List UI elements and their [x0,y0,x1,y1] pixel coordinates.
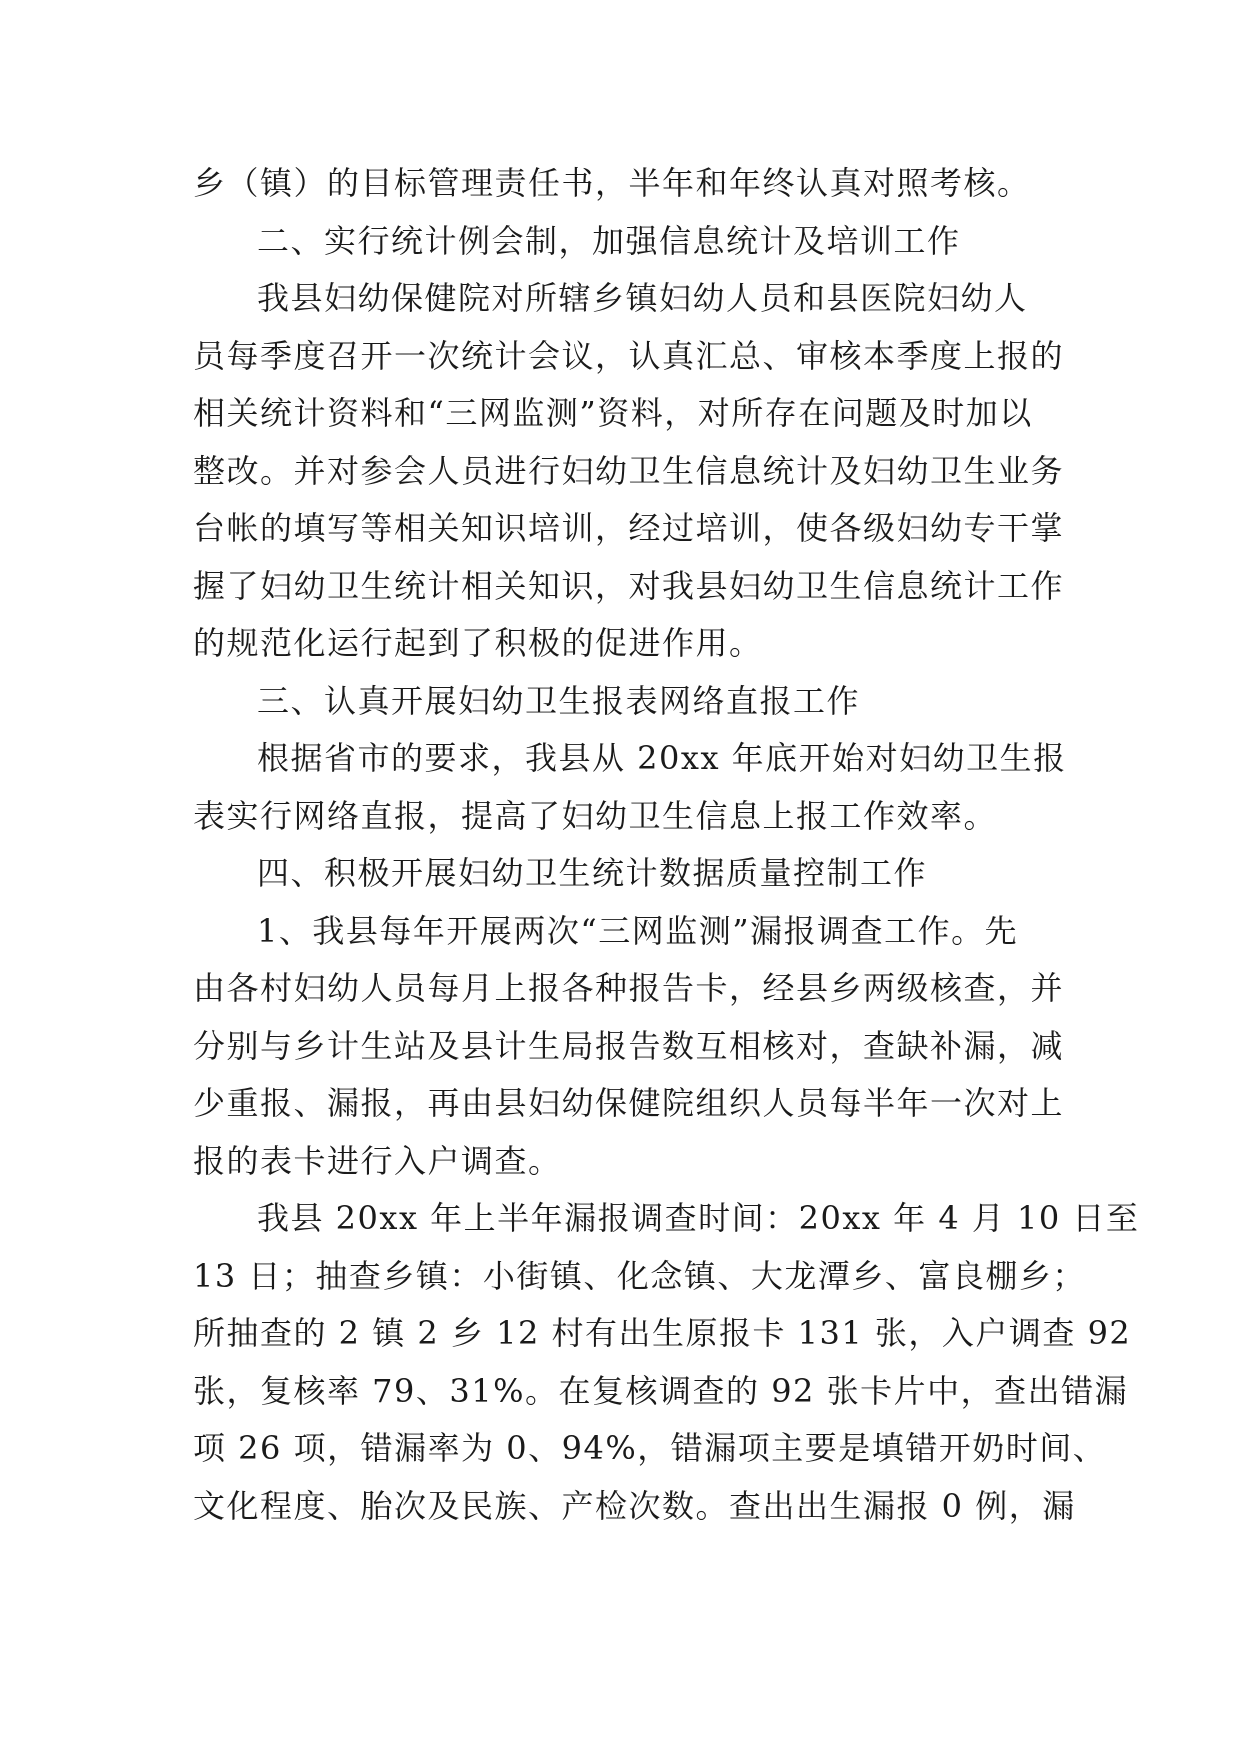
text-line: 张，复核率 79、31%。在复核调查的 92 张卡片中，查出错漏 [193,1371,1129,1410]
document-body [193,155,1140,1535]
text-line: 由各村妇幼人员每月上报各种报告卡，经县乡两级核查，并 [193,969,1065,1007]
text-line: 少重报、漏报，再由县妇幼保健院组织人员每半年一次对上 [193,1084,1065,1122]
text-line: 我县 20xx 年上半年漏报调查时间：20xx 年 4 月 10 日至 [257,1199,1140,1237]
text-line: 13 日；抽查乡镇：小街镇、化念镇、大龙潭乡、富良棚乡； [193,1256,1086,1295]
text-line: 员每季度召开一次统计会议，认真汇总、审核本季度上报的 [193,336,1065,375]
text-line: 表实行网络直报，提高了妇幼卫生信息上报工作效率。 [193,796,998,835]
text-line: 二、实行统计例会制，加强信息统计及培训工作 [257,221,961,260]
text-line: 项 26 项，错漏率为 0、94%，错漏项主要是填错开奶时间、 [193,1429,1107,1467]
text-line: 台帐的填写等相关知识培训，经过培训，使各级妇幼专干掌 [193,509,1065,547]
text-line: 文化程度、胎次及民族、产检次数。查出出生漏报 0 例，漏 [193,1486,1076,1525]
text-line: 握了妇幼卫生统计相关知识，对我县妇幼卫生信息统计工作 [193,566,1065,605]
text-line: 四、积极开展妇幼卫生统计数据质量控制工作 [257,854,928,892]
text-line: 的规范化运行起到了积极的促进作用。 [193,624,763,662]
text-line: 三、认真开展妇幼卫生报表网络直报工作 [257,681,861,720]
text-line: 乡（镇）的目标管理责任书，半年和年终认真对照考核。 [193,164,1031,202]
text-line: 1、我县每年开展两次“三网监测”漏报调查工作。先 [257,911,1019,950]
text-line: 所抽查的 2 镇 2 乡 12 村有出生原报卡 131 张，入户调查 92 [193,1314,1132,1352]
text-line: 整改。并对参会人员进行妇幼卫生信息统计及妇幼卫生业务 [193,451,1065,490]
text-line: 相关统计资料和“三网监测”资料，对所存在问题及时加以 [193,394,1033,432]
text-line: 报的表卡进行入户调查。 [193,1141,562,1180]
text-line: 我县妇幼保健院对所辖乡镇妇幼人员和县医院妇幼人 [257,279,1028,317]
text-line: 分别与乡计生站及县计生局报告数互相核对，查缺补漏，减 [193,1026,1065,1065]
text-line: 根据省市的要求，我县从 20xx 年底开始对妇幼卫生报 [257,739,1067,777]
